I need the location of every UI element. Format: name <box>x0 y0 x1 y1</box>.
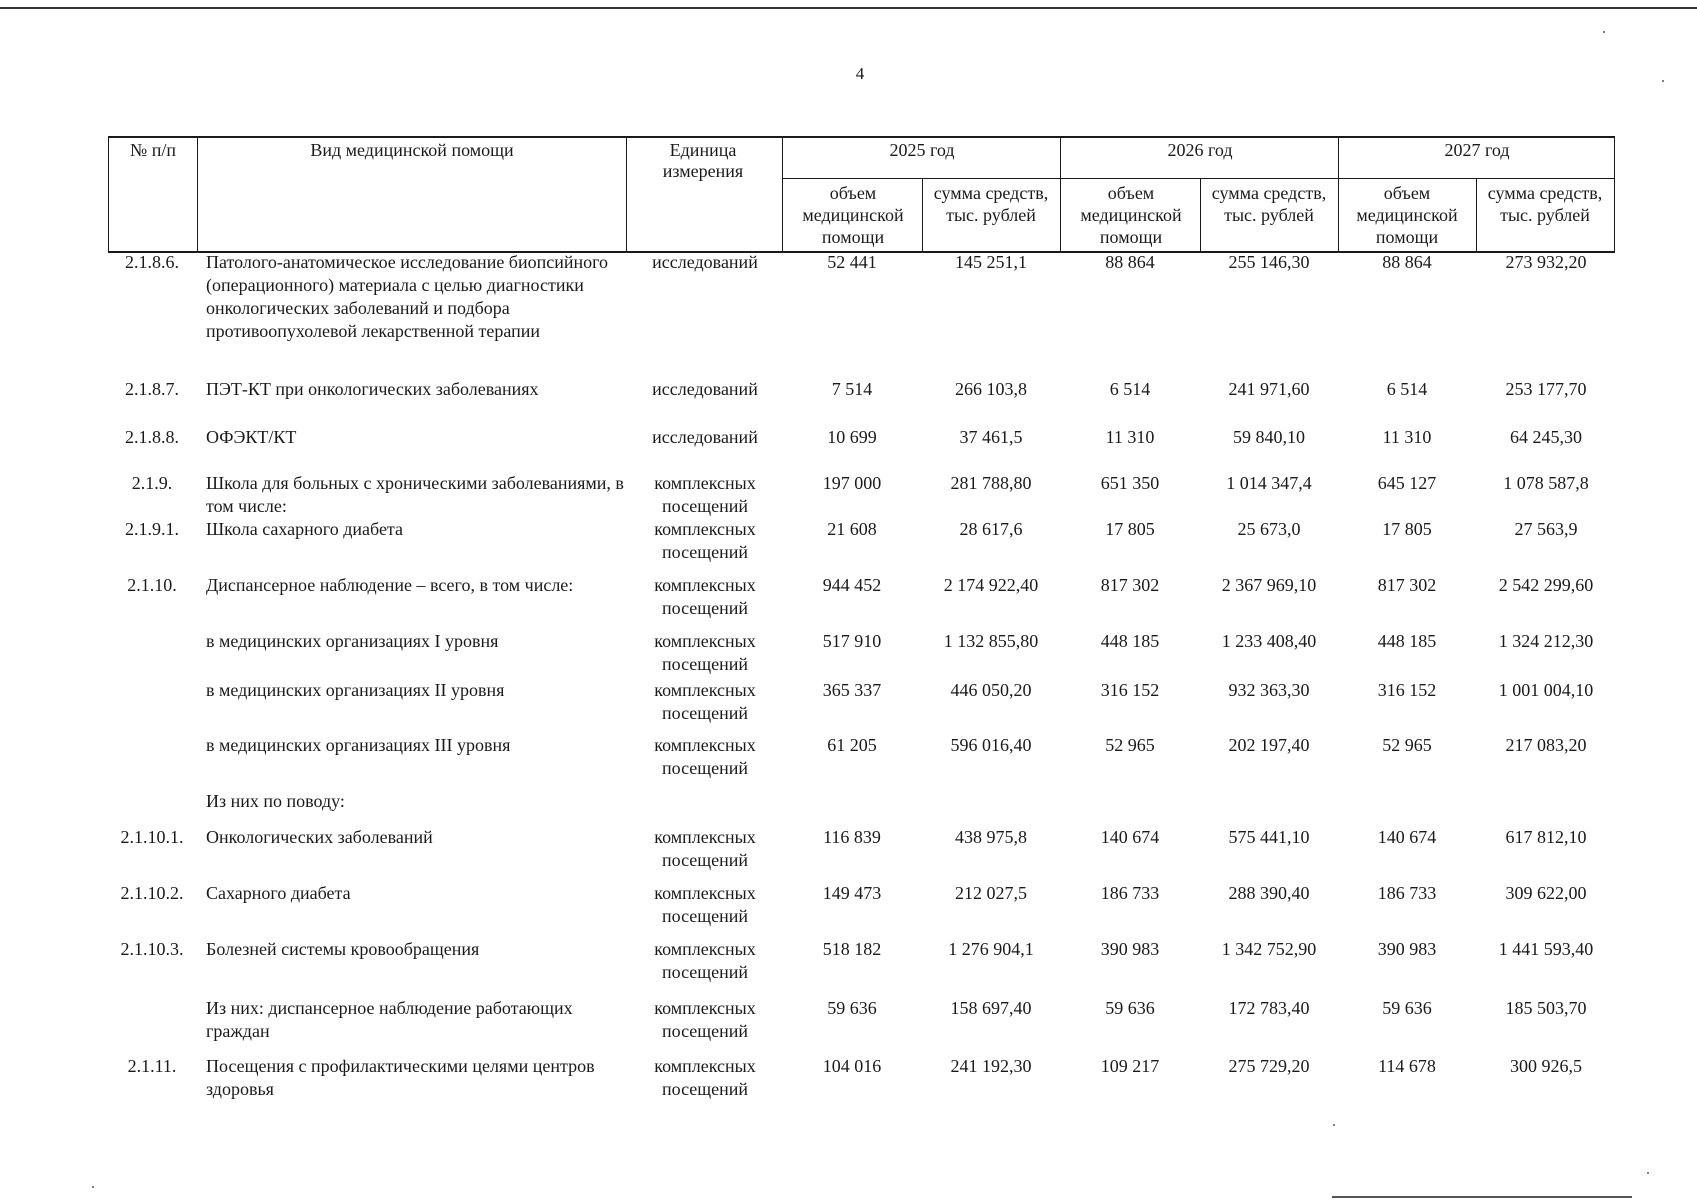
scan-speck <box>1647 1172 1649 1174</box>
volume-2026: 651 350 <box>1100 473 1160 493</box>
sum-2025: 212 027,5 <box>955 883 1027 903</box>
scan-speck <box>1603 31 1605 33</box>
volume-2026: 59 636 <box>1105 998 1155 1018</box>
sum-2027: 64 245,30 <box>1510 427 1582 447</box>
header-vline <box>782 136 783 252</box>
row-unit: комплексных посещений <box>654 575 756 618</box>
sum-2027: 1 078 587,8 <box>1503 473 1589 493</box>
row-unit: комплексных посещений <box>654 519 756 562</box>
sum-2026: 288 390,40 <box>1228 883 1310 903</box>
sum-2025: 241 192,30 <box>950 1056 1032 1076</box>
row-number: 2.1.8.7. <box>125 379 179 399</box>
row-name: ОФЭКТ/КТ <box>206 427 297 447</box>
sum-2026: 932 363,30 <box>1228 680 1310 700</box>
row-unit: комплексных посещений <box>654 827 756 870</box>
sum-2027: 617 812,10 <box>1505 827 1587 847</box>
sum-2027: 2 542 299,60 <box>1498 575 1594 595</box>
scan-top-edge <box>0 7 1697 9</box>
row-name: Диспансерное наблюдение – всего, в том числе: <box>206 575 574 595</box>
volume-2026: 109 217 <box>1100 1056 1160 1076</box>
sum-2027: 300 926,5 <box>1510 1056 1582 1076</box>
sum-2026: 25 673,0 <box>1237 519 1301 539</box>
row-number: 2.1.10.1. <box>120 827 184 847</box>
scan-speck <box>1333 1124 1335 1126</box>
volume-2025: 116 839 <box>823 827 881 847</box>
volume-2025: 944 452 <box>822 575 882 595</box>
volume-2025: 10 699 <box>827 427 877 447</box>
row-name: Болезней системы кровообращения <box>206 939 480 959</box>
row-name: Из них по поводу: <box>206 791 345 811</box>
header-sum-2027: сумма средств, тыс. рублей <box>1487 183 1603 225</box>
volume-2027: 817 302 <box>1377 575 1437 595</box>
sum-2025: 1 276 904,1 <box>948 939 1034 959</box>
scan-speck <box>92 1186 94 1188</box>
sum-2026: 255 146,30 <box>1228 252 1310 272</box>
header-vline <box>197 136 198 252</box>
table-header <box>108 130 1615 252</box>
row-unit: комплексных посещений <box>654 998 756 1041</box>
sum-2026: 1 342 752,90 <box>1221 939 1317 959</box>
sum-2025: 2 174 922,40 <box>943 575 1039 595</box>
volume-2025: 21 608 <box>827 519 877 539</box>
volume-2027: 390 983 <box>1377 939 1437 959</box>
header-sum-2025: сумма средств, тыс. рублей <box>933 183 1049 225</box>
volume-2025: 197 000 <box>822 473 882 493</box>
sum-2026: 202 197,40 <box>1228 735 1310 755</box>
sum-2026: 575 441,10 <box>1228 827 1310 847</box>
header-top-rule <box>108 136 1615 138</box>
sum-2025: 145 251,1 <box>955 252 1027 272</box>
row-name: Посещения с профилактическими целями центров здоровья <box>206 1056 595 1099</box>
header-num: № п/п <box>130 140 176 160</box>
volume-2025: 104 016 <box>822 1056 882 1076</box>
sum-2027: 1 001 004,10 <box>1498 680 1594 700</box>
volume-2026: 817 302 <box>1100 575 1160 595</box>
sum-2027: 309 622,00 <box>1505 883 1587 903</box>
sum-2025: 158 697,40 <box>950 998 1032 1018</box>
volume-2027: 186 733 <box>1377 883 1437 903</box>
sum-2025: 1 132 855,80 <box>943 631 1039 651</box>
sum-2026: 241 971,60 <box>1228 379 1310 399</box>
row-unit: комплексных посещений <box>654 680 756 723</box>
sum-2025: 596 016,40 <box>950 735 1032 755</box>
row-unit: комплексных посещений <box>654 735 756 778</box>
volume-2025: 61 205 <box>827 735 877 755</box>
header-vline <box>1200 178 1201 252</box>
row-unit: комплексных посещений <box>654 631 756 674</box>
header-mid-rule <box>782 178 1615 179</box>
sum-2025: 438 975,8 <box>955 827 1027 847</box>
sum-2026: 1 233 408,40 <box>1221 631 1317 651</box>
sum-2027: 253 177,70 <box>1505 379 1587 399</box>
volume-2026: 52 965 <box>1105 735 1155 755</box>
header-sum-2026: сумма средств, тыс. рублей <box>1211 183 1327 225</box>
header-vline <box>1060 136 1061 252</box>
row-name: Онкологических заболеваний <box>206 827 433 847</box>
volume-2026: 316 152 <box>1100 680 1160 700</box>
header-vline <box>1614 136 1615 252</box>
page-number: 4 <box>855 64 865 83</box>
volume-2026: 17 805 <box>1105 519 1155 539</box>
volume-2025: 7 514 <box>831 379 873 399</box>
header-volume-2026: объем медицинской помощи <box>1080 183 1182 247</box>
row-name: Из них: диспансерное наблюдение работающих граждан <box>206 998 573 1041</box>
sum-2025: 281 788,80 <box>950 473 1032 493</box>
volume-2025: 59 636 <box>827 998 877 1018</box>
row-name: Школа для больных с хроническими заболеваниями, в том числе: <box>206 473 624 516</box>
row-unit: исследований <box>652 379 758 399</box>
volume-2027: 645 127 <box>1377 473 1437 493</box>
row-unit: комплексных посещений <box>654 883 756 926</box>
row-name: в медицинских организациях II уровня <box>206 680 505 700</box>
sum-2027: 273 932,20 <box>1505 252 1587 272</box>
row-number: 2.1.9.1. <box>125 519 179 539</box>
sum-2027: 27 563,9 <box>1514 519 1578 539</box>
volume-2027: 59 636 <box>1382 998 1432 1018</box>
row-number: 2.1.9. <box>131 473 173 493</box>
header-volume-2027: объем медицинской помощи <box>1356 183 1458 247</box>
scan-speck <box>1662 80 1664 82</box>
volume-2027: 11 310 <box>1382 427 1432 447</box>
row-number: 2.1.10.2. <box>120 883 184 903</box>
row-number: 2.1.10.3. <box>120 939 184 959</box>
volume-2027: 88 864 <box>1382 252 1432 272</box>
volume-2025: 517 910 <box>822 631 882 651</box>
sum-2026: 59 840,10 <box>1233 427 1305 447</box>
volume-2027: 17 805 <box>1382 519 1432 539</box>
volume-2025: 518 182 <box>822 939 882 959</box>
row-name: в медицинских организациях I уровня <box>206 631 499 651</box>
sum-2026: 2 367 969,10 <box>1221 575 1317 595</box>
row-name: Сахарного диабета <box>206 883 351 903</box>
row-unit: комплексных посещений <box>654 1056 756 1099</box>
sum-2026: 1 014 347,4 <box>1226 473 1312 493</box>
row-name: Патолого-анатомическое исследование биопсийного (операционного) материала с целью диагностики онкологических заболеваний и подбора противоопухолевой лекарственной терапии <box>206 252 609 341</box>
row-unit: исследований <box>652 252 758 272</box>
header-year-2027: 2027 год <box>1444 140 1510 160</box>
row-name: Школа сахарного диабета <box>206 519 404 539</box>
row-unit: комплексных посещений <box>654 939 756 982</box>
row-unit: комплексных посещений <box>654 473 756 516</box>
row-number: 2.1.8.6. <box>125 252 179 272</box>
header-unit: Единица измерения <box>662 140 744 181</box>
header-vline <box>1476 178 1477 252</box>
row-unit: исследований <box>652 427 758 447</box>
sum-2027: 1 324 212,30 <box>1498 631 1594 651</box>
header-vline <box>626 136 627 252</box>
sum-2027: 185 503,70 <box>1505 998 1587 1018</box>
row-name: ПЭТ-КТ при онкологических заболеваниях <box>206 379 539 399</box>
header-vline <box>108 136 109 252</box>
volume-2025: 365 337 <box>822 680 882 700</box>
sum-2025: 28 617,6 <box>959 519 1023 539</box>
sum-2025: 37 461,5 <box>959 427 1023 447</box>
volume-2027: 140 674 <box>1377 827 1437 847</box>
volume-2027: 6 514 <box>1386 379 1428 399</box>
sum-2025: 446 050,20 <box>950 680 1032 700</box>
volume-2026: 88 864 <box>1105 252 1155 272</box>
sum-2027: 1 441 593,40 <box>1498 939 1594 959</box>
sum-2026: 172 783,40 <box>1228 998 1310 1018</box>
volume-2025: 149 473 <box>822 883 882 903</box>
header-vline <box>1338 136 1339 252</box>
row-number: 2.1.11. <box>127 1056 177 1076</box>
volume-2026: 448 185 <box>1100 631 1160 651</box>
volume-2027: 448 185 <box>1377 631 1437 651</box>
volume-2027: 114 678 <box>1378 1056 1436 1076</box>
row-number: 2.1.10. <box>127 575 177 595</box>
volume-2026: 186 733 <box>1100 883 1160 903</box>
header-year-2026: 2026 год <box>1167 140 1233 160</box>
volume-2026: 390 983 <box>1100 939 1160 959</box>
volume-2026: 11 310 <box>1105 427 1155 447</box>
volume-2027: 52 965 <box>1382 735 1432 755</box>
scan-bottom-edge <box>1332 1196 1632 1198</box>
sum-2026: 275 729,20 <box>1228 1056 1310 1076</box>
header-kind: Вид медицинской помощи <box>310 140 514 160</box>
volume-2027: 316 152 <box>1377 680 1437 700</box>
volume-2026: 140 674 <box>1100 827 1160 847</box>
volume-2026: 6 514 <box>1109 379 1151 399</box>
header-vline <box>922 178 923 252</box>
row-number: 2.1.8.8. <box>125 427 179 447</box>
header-volume-2025: объем медицинской помощи <box>802 183 904 247</box>
volume-2025: 52 441 <box>827 252 877 272</box>
header-year-2025: 2025 год <box>889 140 955 160</box>
sum-2027: 217 083,20 <box>1505 735 1587 755</box>
row-name: в медицинских организациях III уровня <box>206 735 511 755</box>
sum-2025: 266 103,8 <box>955 379 1027 399</box>
